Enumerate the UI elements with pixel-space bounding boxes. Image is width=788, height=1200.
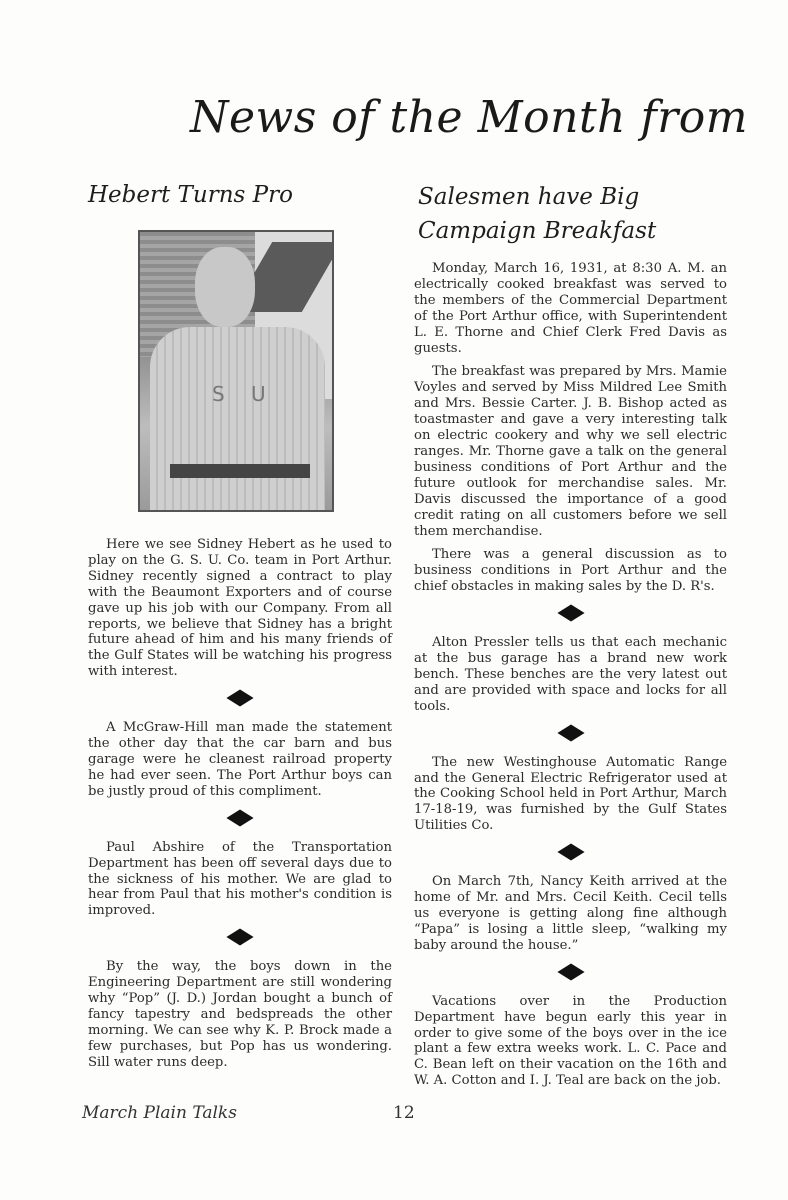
page-number: 12 (393, 1103, 415, 1123)
news-item (414, 994, 727, 1089)
diamond-separator-icon (560, 609, 582, 621)
news-item (414, 755, 727, 835)
news-paragraph: The new Westinghouse Automatic Range and the General Electric Refrigerator used at the Cooking School held in Port Arthur, March 17-18-19, was furnished by the Gulf States Utilities Co. (414, 754, 727, 834)
heading-line-1: Salesmen have Big (418, 184, 640, 210)
diamond-separator-icon (229, 933, 251, 945)
news-paragraph: Vacations over in the Production Department have begun early this year in order to give some of the boys over in the ice plant a few extra weeks work. L. C. Pace and C. Bean left on their vacation on the 16th and W. A. Cotton and I. J. Teal are back on the job. (414, 993, 727, 1089)
news-item (88, 840, 392, 920)
news-paragraph: Monday, March 16, 1931, at 8:30 A. M. an electrically cooked breakfast was served to the members of the Commercial Department of the Port Arthur office, with Superintendent L. E. Thorne and Chief Clerk Fred Davis as guests. (414, 261, 727, 356)
news-paragraph: By the way, the boys down in the Engineering Department are still wondering why “Pop” (J. D.) Jordan bought a bunch of fancy tapestry and bedspreads the other morning. We can see why K. P. Brock made a few purchases, but Pop has us wondering. Sill water runs deep. (88, 959, 392, 1070)
diamond-separator-icon (560, 729, 582, 741)
news-item (414, 874, 727, 954)
diamond-separator-icon (560, 848, 582, 860)
right-column (414, 261, 727, 1089)
player-photo (138, 230, 334, 512)
publication-name: March Plain Talks (82, 1103, 237, 1123)
news-paragraph: There was a general discussion as to business conditions in Port Arthur and the chief obstacles in making sales by the D. R's. (414, 547, 727, 595)
photo-belt (170, 464, 310, 478)
news-paragraph: Alton Pressler tells us that each mechanic at the bus garage has a brand new work bench. These benches are the very latest out and are provided with space and locks for all tools. (414, 635, 727, 714)
photo-head (195, 247, 255, 327)
news-item (88, 720, 392, 800)
news-item (414, 635, 727, 715)
news-paragraph: Paul Abshire of the Transportation Department has been off several days due to the sickness of his mother. We are glad to hear from Paul that his mother's condition is improved. (88, 839, 392, 919)
news-item (414, 261, 727, 595)
photo-jersey (150, 327, 325, 512)
diamond-separator-icon (560, 968, 582, 980)
news-paragraph: The breakfast was prepared by Mrs. Mamie Voyles and served by Miss Mildred Lee Smith and Mrs. Bessie Carter. J. B. Bishop acted as toastmaster and gave a very interesting talk on electric cookery and why we sell electric ranges. Mr. Thorne gave a talk on the general business conditions of Port Arthur and the future outlook for merchandise sales. Mr. Davis discussed the importance of a good credit rating on all customers before we sell them merchandise. (414, 364, 727, 539)
heading-line-2: Campaign Breakfast (418, 218, 657, 244)
jersey-letters: S U (212, 382, 276, 406)
news-item (88, 959, 392, 1070)
left-column (88, 537, 392, 1071)
diamond-separator-icon (229, 814, 251, 826)
article-heading-hebert: Hebert Turns Pro (88, 182, 293, 208)
news-paragraph: A McGraw-Hill man made the statement the other day that the car barn and bus garage were he cleanest railroad property he had ever seen. The Port Arthur boys can be justly proud of this compliment. (88, 720, 392, 799)
diamond-separator-icon (229, 694, 251, 706)
article-heading-breakfast (418, 180, 748, 248)
page-title: News of the Month from (190, 92, 748, 143)
news-paragraph: On March 7th, Nancy Keith arrived at the home of Mr. and Mrs. Cecil Keith. Cecil tells us everyone is getting along fine although “Papa” is losing a little sleep, “walking my baby around the house.” (414, 874, 727, 953)
news-paragraph: Here we see Sidney Hebert as he used to play on the G. S. U. Co. team in Port Arthur. Sidney recently signed a contract to play with the Beaumont Exporters and of course gave up his job with our Company. From all reports, we believe that Sidney has a bright future ahead of him and his many friends of the Gulf States will be watching his progress with interest. (88, 537, 392, 680)
news-item (88, 537, 392, 680)
